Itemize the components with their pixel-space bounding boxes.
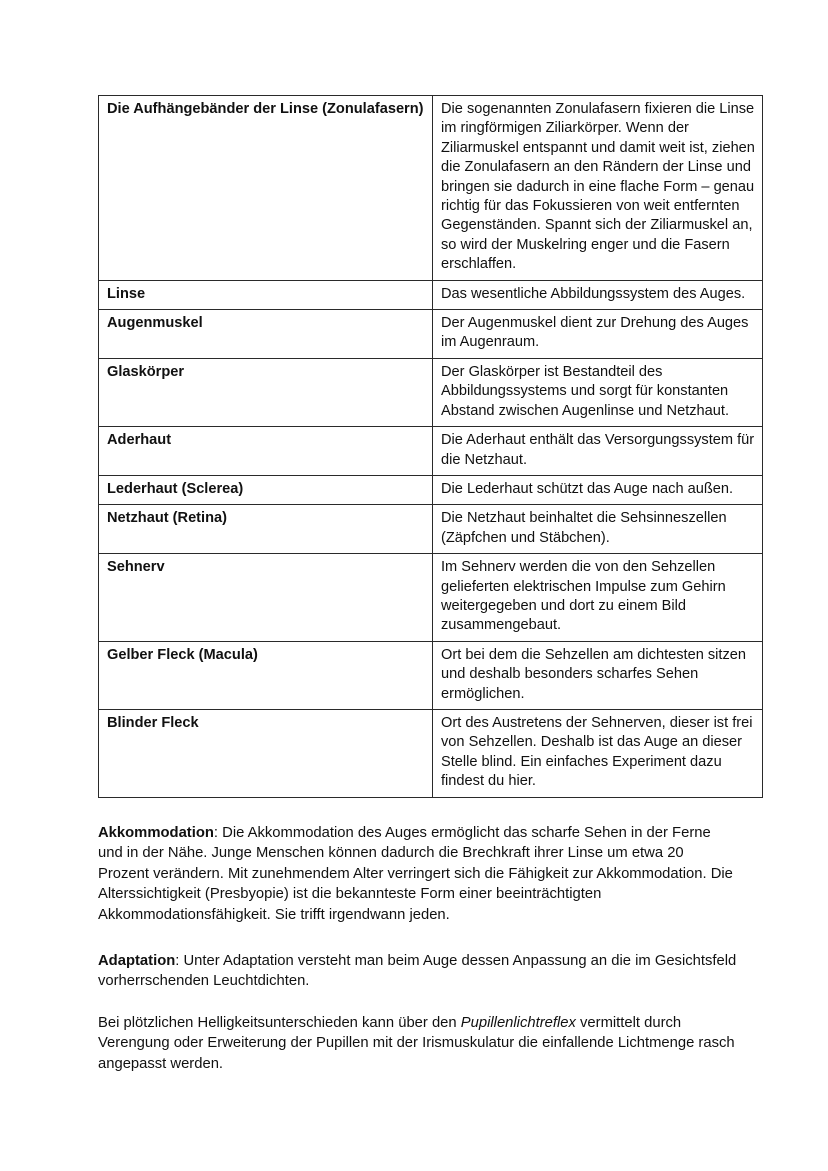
table-cell-term: Aderhaut — [99, 427, 433, 476]
table-row — [99, 427, 763, 476]
table-cell-term: Lederhaut (Sclerea) — [99, 475, 433, 504]
eye-anatomy-table — [98, 95, 763, 798]
table-cell-description: Der Glaskörper ist Bestandteil des Abbildungssystems und sorgt für konstanten Abstand zwischen Augenlinse und Netzhaut. — [433, 358, 763, 426]
table-cell-term: Gelber Fleck (Macula) — [99, 641, 433, 709]
table-cell-description: Im Sehnerv werden die von den Sehzellen gelieferten elektrischen Impulse zum Gehirn weitergegeben und dort zu einem Bild zusammengebaut. — [433, 554, 763, 642]
table-cell-description: Ort des Austretens der Sehnerven, dieser ist frei von Sehzellen. Deshalb ist das Auge an dieser Stelle blind. Ein einfaches Experiment dazu findest du hier. — [433, 709, 763, 797]
table-row — [99, 641, 763, 709]
akkommodation-body: : Die Akkommodation des Auges ermöglicht das scharfe Sehen in der Ferne und in der Nähe. Junge Menschen können dadurch die Brechkraft ihrer Linse um etwa 20 Prozent verändern. Mit zunehmendem Alter verringert sich die Fähigkeit zur Akkommodation. Die Alterssichtigkeit (Presbyopie) ist die bekannteste Form einer beeinträchtigten Akkommodationsfähigkeit. Sie trifft irgendwann jeden. — [98, 824, 733, 923]
pupillenreflex-part1: Bei plötzlichen Helligkeitsunterschieden kann über den — [98, 1014, 461, 1031]
pupillenreflex-emphasis: Pupillenlichtreflex — [460, 1014, 576, 1031]
adaptation-paragraph — [98, 951, 738, 992]
table-body — [99, 96, 763, 798]
table-row — [99, 310, 763, 359]
table-cell-description: Die Aderhaut enthält das Versorgungssystem für die Netzhaut. — [433, 427, 763, 476]
document-content — [98, 95, 755, 1075]
akkommodation-paragraph — [98, 823, 738, 926]
table-row — [99, 505, 763, 554]
akkommodation-section — [98, 823, 738, 926]
adaptation-lead: Adaptation — [98, 952, 176, 969]
table-cell-description: Das wesentliche Abbildungssystem des Auges. — [433, 280, 763, 309]
pupillenreflex-paragraph — [98, 1013, 738, 1075]
table-cell-term: Augenmuskel — [99, 310, 433, 359]
table-cell-description: Ort bei dem die Sehzellen am dichtesten sitzen und deshalb besonders scharfes Sehen ermöglichen. — [433, 641, 763, 709]
table-row — [99, 554, 763, 642]
table-row — [99, 96, 763, 281]
table-cell-term: Linse — [99, 280, 433, 309]
table-row — [99, 280, 763, 309]
table-cell-term: Die Aufhängebänder der Linse (Zonulafasern) — [99, 96, 433, 281]
table-cell-description: Die sogenannten Zonulafasern fixieren die Linse im ringförmigen Ziliarkörper. Wenn der Ziliarmuskel entspannt und damit weit ist, ziehen die Zonulafasern an den Rändern der Linse und bringen sie dadurch in eine flache Form – genau richtig für das Fokussieren von weit entfernten Gegenständen. Spannt sich der Ziliarmuskel an, so wird der Muskelring enger und die Fasern erschlaffen. — [433, 96, 763, 281]
adaptation-body: : Unter Adaptation versteht man beim Auge dessen Anpassung an die im Gesichtsfeld vorherrschenden Leuchtdichten. — [98, 952, 737, 990]
pupillenreflex-part2: vermittelt durch Verengung oder Erweiterung der Pupillen mit der Irismuskulatur die einfallende Lichtmenge rasch angepasst werden. — [98, 1014, 735, 1072]
table-cell-description: Der Augenmuskel dient zur Drehung des Auges im Augenraum. — [433, 310, 763, 359]
table-row — [99, 358, 763, 426]
table-cell-description: Die Netzhaut beinhaltet die Sehsinneszellen (Zäpfchen und Stäbchen). — [433, 505, 763, 554]
table-cell-term: Blinder Fleck — [99, 709, 433, 797]
table-row — [99, 709, 763, 797]
table-cell-term: Sehnerv — [99, 554, 433, 642]
table-cell-description: Die Lederhaut schützt das Auge nach außen. — [433, 475, 763, 504]
table-cell-term: Glaskörper — [99, 358, 433, 426]
table-cell-term: Netzhaut (Retina) — [99, 505, 433, 554]
akkommodation-lead: Akkommodation — [98, 824, 214, 841]
adaptation-section — [98, 951, 738, 1075]
table-row — [99, 475, 763, 504]
